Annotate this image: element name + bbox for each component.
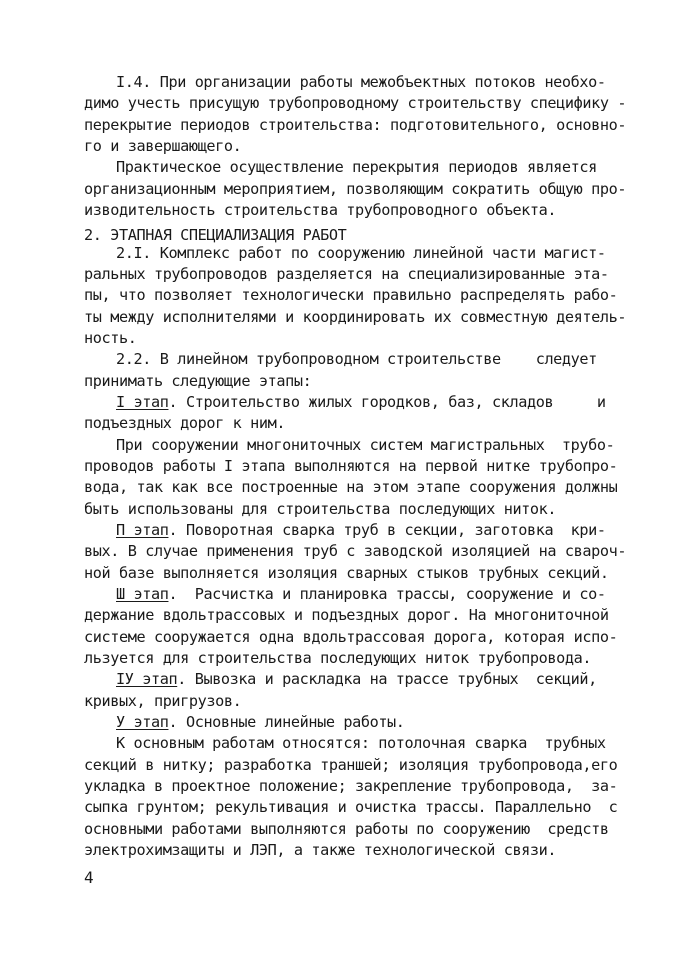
stage-label: IУ этап [116, 670, 178, 688]
stage-text: . Вывозка и раскладка на трассе трубных секций, [177, 670, 597, 688]
text-line: ной базе выполняется изоляция сварных стыков трубных секций. [84, 564, 609, 582]
stage-text: . Расчистка и планировка трассы, сооружение и со- [168, 585, 606, 603]
text-line: ральных трубопроводов разделяется на специализированные эта- [84, 265, 609, 283]
text-line: подъездных дорог к ним. [84, 414, 286, 432]
page-number: 4 [84, 868, 94, 887]
stage-text: . Поворотная сварка труб в секции, заготовка кри- [168, 521, 606, 539]
stage-line [116, 584, 606, 604]
text-line: секций в нитку; разработка траншей; изоляция трубопровода,его [84, 756, 618, 774]
text-line: вых. В случае применения труб с заводской изоляцией на свароч- [84, 542, 627, 560]
stage-text: . Основные линейные работы. [168, 713, 405, 731]
text-line: системе сооружается одна вдольтрассовая дорога, которая испо- [84, 628, 618, 646]
text-line: организационным мероприятием, позволяющим сократить общую про- [84, 180, 627, 198]
text-line: 2.I. Комплекс работ по сооружению линейной части магист- [116, 244, 606, 262]
text-line: быть использованы для строительства последующих ниток. [84, 500, 557, 518]
stage-label: Ш этап [116, 585, 169, 603]
stage-label: У этап [116, 713, 169, 731]
text-line: К основным работам относятся: потолочная сварка трубных [116, 734, 606, 752]
stage-text: . Строительство жилых городков, баз, складов и [168, 393, 606, 411]
stage-line [116, 392, 606, 412]
text-line: вода, так как все построенные на этом этапе сооружения должны [84, 478, 618, 496]
stage-label: П этап [116, 521, 169, 539]
text-line: проводов работы I этапа выполняются на первой нитке трубопро- [84, 457, 618, 475]
text-line: укладка в проектное положение; закрепление трубопровода, за- [84, 777, 618, 795]
text-line: I.4. При организации работы межобъектных потоков необхо- [116, 73, 606, 91]
stage-line [116, 520, 606, 540]
text-line: основными работами выполняются работы по сооружению средств [84, 820, 609, 838]
text-line: пы, что позволяет технологически правильно распределять рабо- [84, 286, 618, 304]
text-line: го и завершающего. [84, 137, 242, 155]
text-line: При сооружении многониточных систем магистральных трубо- [116, 436, 615, 454]
text-line: ты между исполнителями и координировать их совместную деятель- [84, 308, 627, 326]
text-line: перекрытие периодов строительства: подготовительного, основно- [84, 116, 627, 134]
text-line: электрохимзащиты и ЛЭП, а также технологической связи. [84, 841, 557, 859]
text-line: ность. [84, 329, 137, 347]
text-line: Практическое осуществление перекрытия периодов является [116, 158, 597, 176]
text-line: держание вдольтрассовых и подъездных дорог. На многониточной [84, 606, 609, 624]
text-line: 2.2. В линейном трубопроводном строительстве следует [116, 350, 597, 368]
stage-label: I этап [116, 393, 169, 411]
text-line: димо учесть присущую трубопроводному строительству специфику - [84, 94, 627, 112]
text-line: льзуется для строительства последующих ниток трубопровода. [84, 649, 592, 667]
text-line: сыпка грунтом; рекультивация и очистка трассы. Параллельно с [84, 798, 618, 816]
stage-line [116, 712, 405, 732]
text-line: изводительность строительства трубопроводного объекта. [84, 201, 557, 219]
stage-line [116, 669, 597, 689]
section-heading: 2. ЭТАПНАЯ СПЕЦИАЛИЗАЦИЯ РАБОТ [84, 226, 347, 244]
text-line: принимать следующие этапы: [84, 372, 312, 390]
text-line: кривых, пригрузов. [84, 692, 242, 710]
